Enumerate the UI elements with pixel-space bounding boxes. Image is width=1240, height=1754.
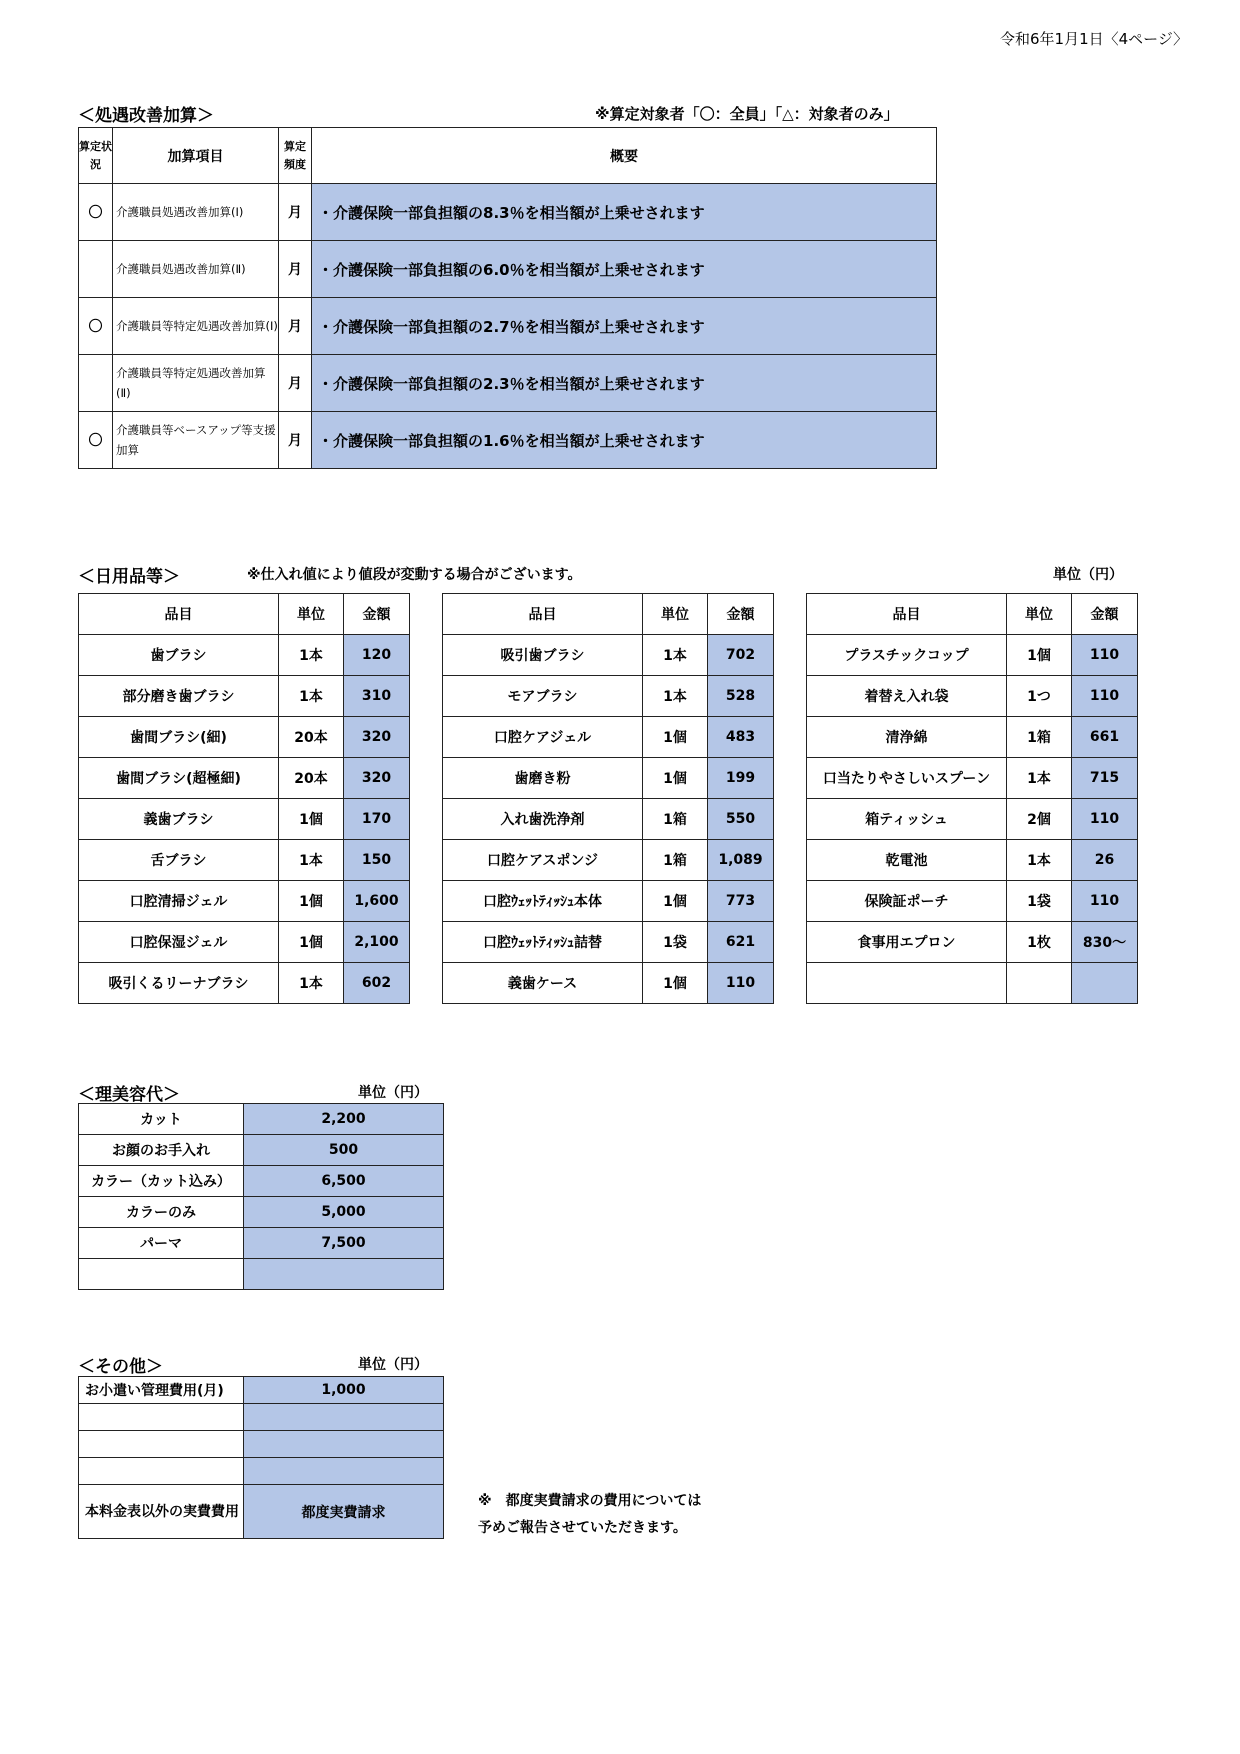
kasan-status: 〇 — [79, 412, 113, 469]
daily-row — [807, 758, 1138, 799]
kasan-section-title: ＜処遇改善加算＞ — [78, 106, 214, 126]
kasan-item: 介護職員等特定処遇改善加算(Ⅱ) — [113, 355, 279, 412]
daily-row — [807, 717, 1138, 758]
daily-row — [807, 922, 1138, 963]
daily-item-price: 110 — [1072, 881, 1138, 922]
daily-item-unit: 1個 — [643, 963, 708, 1004]
daily-item-unit: 1枚 — [1007, 922, 1072, 963]
daily-item-unit: 1個 — [643, 881, 708, 922]
daily-item-name: 部分磨き歯ブラシ — [79, 676, 279, 717]
beauty-item-price: 500 — [244, 1135, 444, 1166]
beauty-row — [79, 1228, 444, 1259]
daily-3-header-price: 金額 — [1072, 594, 1138, 635]
other-item-name — [79, 1431, 244, 1458]
daily-item-unit: 1箱 — [1007, 717, 1072, 758]
daily-item-name: 義歯ブラシ — [79, 799, 279, 840]
daily-item-price: 110 — [1072, 799, 1138, 840]
daily-row — [443, 922, 774, 963]
daily-item-price: 661 — [1072, 717, 1138, 758]
kasan-header-summary: 概要 — [312, 128, 937, 184]
daily-item-unit: 1本 — [279, 676, 344, 717]
daily-item-price: 528 — [708, 676, 774, 717]
daily-row — [79, 881, 410, 922]
daily-item-unit: 1箱 — [643, 799, 708, 840]
daily-item-price: 120 — [344, 635, 410, 676]
daily-item-unit: 1本 — [279, 963, 344, 1004]
daily-1-header-price: 金額 — [344, 594, 410, 635]
daily-item-name: 吸引くるリーナブラシ — [79, 963, 279, 1004]
other-row — [79, 1458, 444, 1485]
beauty-item-price: 6,500 — [244, 1166, 444, 1197]
daily-item-price: 26 — [1072, 840, 1138, 881]
other-item-price — [244, 1404, 444, 1431]
kasan-row — [79, 241, 937, 298]
kasan-row — [79, 184, 937, 241]
daily-item-name: 口腔保湿ジェル — [79, 922, 279, 963]
daily-item-price: 715 — [1072, 758, 1138, 799]
beauty-item-name: パーマ — [79, 1228, 244, 1259]
other-last-name: 本料金表以外の実費費用 — [79, 1485, 244, 1539]
daily-item-name: 口腔ケアジェル — [443, 717, 643, 758]
daily-item-name: 口腔清掃ジェル — [79, 881, 279, 922]
beauty-row — [79, 1104, 444, 1135]
other-row — [79, 1377, 444, 1404]
beauty-row — [79, 1259, 444, 1290]
daily-item-name: 乾電池 — [807, 840, 1007, 881]
kasan-item: 介護職員等特定処遇改善加算(Ⅰ) — [113, 298, 279, 355]
other-last-price: 都度実費請求 — [244, 1485, 444, 1539]
daily-row — [79, 676, 410, 717]
kasan-item: 介護職員処遇改善加算(Ⅰ) — [113, 184, 279, 241]
beauty-row — [79, 1166, 444, 1197]
kasan-summary: ・介護保険一部負担額の6.0％を相当額が上乗せされます — [312, 241, 937, 298]
kasan-row — [79, 355, 937, 412]
daily-item-unit: 2個 — [1007, 799, 1072, 840]
daily-item-unit: 1個 — [279, 922, 344, 963]
daily-item-name: 歯間ブラシ(細) — [79, 717, 279, 758]
daily-row — [443, 840, 774, 881]
daily-row — [807, 963, 1138, 1004]
daily-item-unit: 1個 — [279, 881, 344, 922]
daily-row — [79, 635, 410, 676]
daily-row — [807, 676, 1138, 717]
daily-item-name: 入れ歯洗浄剤 — [443, 799, 643, 840]
daily-item-name: 口当たりやさしいスプーン — [807, 758, 1007, 799]
daily-row — [807, 881, 1138, 922]
daily-row — [807, 635, 1138, 676]
daily-item-name: 食事用エプロン — [807, 922, 1007, 963]
daily-item-price: 1,089 — [708, 840, 774, 881]
daily-item-unit: 1袋 — [643, 922, 708, 963]
beauty-row — [79, 1135, 444, 1166]
beauty-item-price: 2,200 — [244, 1104, 444, 1135]
daily-row — [807, 840, 1138, 881]
kasan-summary: ・介護保険一部負担額の2.3％を相当額が上乗せされます — [312, 355, 937, 412]
daily-row — [443, 635, 774, 676]
daily-item-unit: 1つ — [1007, 676, 1072, 717]
kasan-freq: 月 — [279, 184, 312, 241]
other-row — [79, 1431, 444, 1458]
daily-table-2 — [442, 593, 774, 1004]
daily-item-name: 口腔ｳｪｯﾄﾃｨｯｼｭ詰替 — [443, 922, 643, 963]
daily-row — [443, 758, 774, 799]
beauty-unit-label: 単位（円） — [358, 1085, 428, 1101]
other-item-name — [79, 1404, 244, 1431]
kasan-summary: ・介護保険一部負担額の1.6％を相当額が上乗せされます — [312, 412, 937, 469]
other-item-price — [244, 1458, 444, 1485]
kasan-freq: 月 — [279, 241, 312, 298]
kasan-header-row — [79, 128, 937, 184]
daily-item-price: 110 — [1072, 635, 1138, 676]
daily-unit-label: 単位（円） — [1053, 567, 1123, 583]
daily-item-price: 320 — [344, 717, 410, 758]
other-unit-label: 単位（円） — [358, 1357, 428, 1373]
daily-item-unit: 1本 — [643, 635, 708, 676]
daily-item-price: 1,600 — [344, 881, 410, 922]
beauty-item-price: 7,500 — [244, 1228, 444, 1259]
kasan-item: 介護職員処遇改善加算(Ⅱ) — [113, 241, 279, 298]
daily-item-name: 口腔ケアスポンジ — [443, 840, 643, 881]
daily-row — [79, 799, 410, 840]
beauty-item-name: カラーのみ — [79, 1197, 244, 1228]
daily-item-price: 320 — [344, 758, 410, 799]
daily-item-name — [807, 963, 1007, 1004]
daily-item-price — [1072, 963, 1138, 1004]
daily-row — [79, 717, 410, 758]
kasan-row — [79, 412, 937, 469]
daily-item-name: 口腔ｳｪｯﾄﾃｨｯｼｭ本体 — [443, 881, 643, 922]
daily-item-unit: 1本 — [279, 840, 344, 881]
daily-item-name: 歯間ブラシ(超極細) — [79, 758, 279, 799]
beauty-row — [79, 1197, 444, 1228]
kasan-header-status: 算定状況 — [79, 128, 113, 184]
daily-item-name: 着替え入れ袋 — [807, 676, 1007, 717]
daily-row — [79, 963, 410, 1004]
daily-item-price: 199 — [708, 758, 774, 799]
daily-row — [443, 799, 774, 840]
daily-item-name: 歯磨き粉 — [443, 758, 643, 799]
daily-item-price: 550 — [708, 799, 774, 840]
daily-item-price: 310 — [344, 676, 410, 717]
kasan-status: 〇 — [79, 298, 113, 355]
daily-row — [443, 717, 774, 758]
other-last-row — [79, 1485, 444, 1539]
daily-table-1 — [78, 593, 410, 1004]
daily-2-header-unit: 単位 — [643, 594, 708, 635]
kasan-status: 〇 — [79, 184, 113, 241]
other-item-price: 1,000 — [244, 1377, 444, 1404]
daily-item-price: 150 — [344, 840, 410, 881]
daily-item-name: モアブラシ — [443, 676, 643, 717]
daily-item-unit: 1個 — [279, 799, 344, 840]
beauty-section-title: ＜理美容代＞ — [78, 1085, 180, 1105]
daily-item-unit: 1本 — [1007, 840, 1072, 881]
beauty-item-name — [79, 1259, 244, 1290]
daily-table-3 — [806, 593, 1138, 1004]
daily-row — [807, 799, 1138, 840]
daily-1-header-name: 品目 — [79, 594, 279, 635]
daily-row — [79, 922, 410, 963]
daily-item-price: 110 — [708, 963, 774, 1004]
daily-item-unit: 1箱 — [643, 840, 708, 881]
date-page-label: 令和6年1月1日〈4ページ〉 — [1000, 30, 1189, 48]
kasan-summary: ・介護保険一部負担額の2.7％を相当額が上乗せされます — [312, 298, 937, 355]
kasan-freq: 月 — [279, 412, 312, 469]
other-item-name: お小遣い管理費用(月) — [79, 1377, 244, 1404]
kasan-item: 介護職員等ベースアップ等支援加算 — [113, 412, 279, 469]
daily-3-header-name: 品目 — [807, 594, 1007, 635]
daily-item-name: 保険証ポーチ — [807, 881, 1007, 922]
daily-item-unit: 20本 — [279, 758, 344, 799]
beauty-item-price — [244, 1259, 444, 1290]
daily-item-price: 621 — [708, 922, 774, 963]
other-table — [78, 1376, 444, 1539]
kasan-table — [78, 127, 937, 469]
other-row — [79, 1404, 444, 1431]
kasan-summary: ・介護保険一部負担額の8.3％を相当額が上乗せされます — [312, 184, 937, 241]
kasan-status — [79, 355, 113, 412]
daily-item-unit: 1本 — [643, 676, 708, 717]
beauty-table — [78, 1103, 444, 1290]
kasan-row — [79, 298, 937, 355]
daily-item-price: 702 — [708, 635, 774, 676]
kasan-status — [79, 241, 113, 298]
beauty-item-name: カラー（カット込み） — [79, 1166, 244, 1197]
other-item-price — [244, 1431, 444, 1458]
daily-3-header-unit: 単位 — [1007, 594, 1072, 635]
daily-row — [443, 881, 774, 922]
daily-item-unit — [1007, 963, 1072, 1004]
daily-item-price: 2,100 — [344, 922, 410, 963]
daily-row — [443, 676, 774, 717]
daily-item-name: 吸引歯ブラシ — [443, 635, 643, 676]
other-note-line1: ※ 都度実費請求の費用については — [478, 1493, 702, 1509]
kasan-header-freq: 算定頻度 — [279, 128, 312, 184]
daily-item-name: 清浄綿 — [807, 717, 1007, 758]
daily-1-header-unit: 単位 — [279, 594, 344, 635]
daily-item-name: プラスチックコップ — [807, 635, 1007, 676]
daily-item-unit: 1本 — [279, 635, 344, 676]
kasan-freq: 月 — [279, 355, 312, 412]
daily-row — [443, 963, 774, 1004]
daily-item-unit: 1個 — [1007, 635, 1072, 676]
daily-item-name: 歯ブラシ — [79, 635, 279, 676]
daily-item-unit: 1袋 — [1007, 881, 1072, 922]
daily-item-unit: 20本 — [279, 717, 344, 758]
beauty-item-name: お顔のお手入れ — [79, 1135, 244, 1166]
daily-section-title: ＜日用品等＞ — [78, 567, 180, 587]
daily-item-price: 773 — [708, 881, 774, 922]
daily-item-unit: 1個 — [643, 758, 708, 799]
daily-item-price: 602 — [344, 963, 410, 1004]
beauty-item-name: カット — [79, 1104, 244, 1135]
kasan-freq: 月 — [279, 298, 312, 355]
other-section-title: ＜その他＞ — [78, 1357, 163, 1377]
daily-item-price: 110 — [1072, 676, 1138, 717]
kasan-header-item: 加算項目 — [113, 128, 279, 184]
daily-item-price: 483 — [708, 717, 774, 758]
daily-2-header-price: 金額 — [708, 594, 774, 635]
daily-item-price: 170 — [344, 799, 410, 840]
beauty-item-price: 5,000 — [244, 1197, 444, 1228]
daily-item-unit: 1個 — [643, 717, 708, 758]
daily-row — [79, 840, 410, 881]
daily-note: ※仕入れ値により値段が変動する場合がございます。 — [247, 567, 582, 583]
daily-item-unit: 1本 — [1007, 758, 1072, 799]
daily-item-name: 義歯ケース — [443, 963, 643, 1004]
daily-row — [79, 758, 410, 799]
daily-item-name: 箱ティッシュ — [807, 799, 1007, 840]
daily-item-price: 830～ — [1072, 922, 1138, 963]
daily-item-name: 舌ブラシ — [79, 840, 279, 881]
daily-2-header-name: 品目 — [443, 594, 643, 635]
other-note-line2: 予めご報告させていただきます。 — [478, 1520, 687, 1536]
other-item-name — [79, 1458, 244, 1485]
kasan-legend: ※算定対象者「〇：全員」「△：対象者のみ」 — [595, 105, 899, 123]
